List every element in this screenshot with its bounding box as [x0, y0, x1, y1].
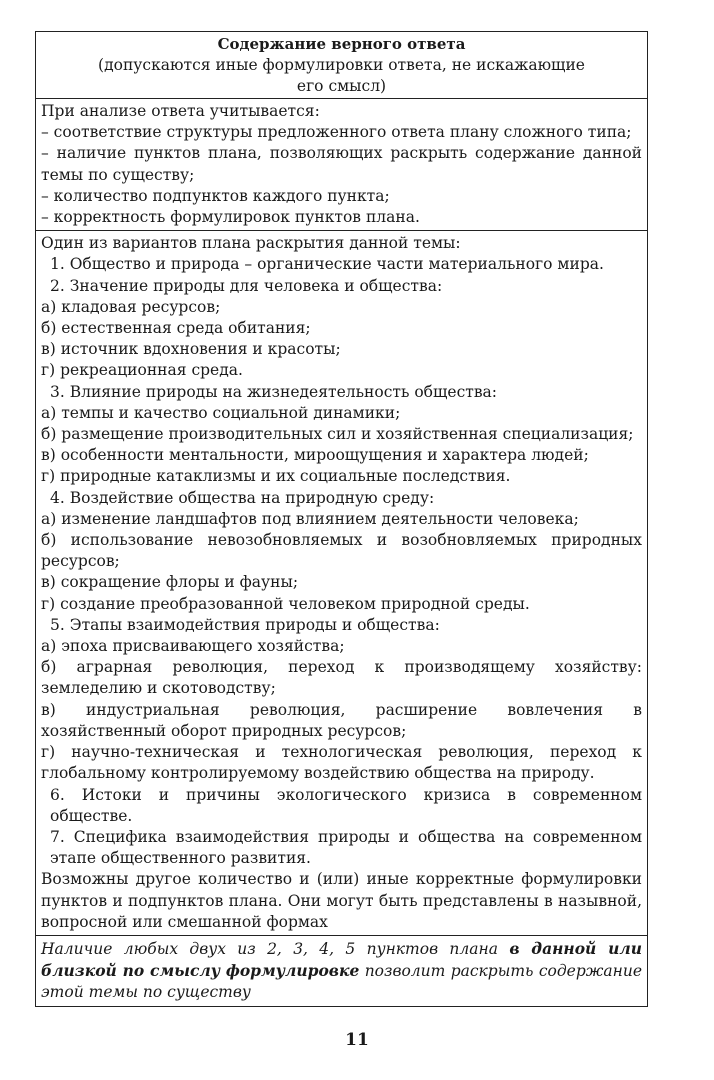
table-header	[36, 32, 647, 99]
note-part3: позволит раскрыть содержание этой темы по существу	[41, 962, 642, 1002]
note-part2-bold: в данной или близкой по смыслу формулировке	[41, 938, 642, 981]
plan-point: 4. Воздействие общества на природную среду:	[50, 488, 435, 507]
plan-section	[36, 231, 647, 936]
plan-subpoint: в) индустриальная революция, расширение вовлечения в хозяйственный оборот природных ресурсов;	[41, 700, 642, 740]
plan-subpoint: г) природные катаклизмы и их социальные последствия.	[41, 467, 511, 486]
plan-subpoint: г) научно-техническая и технологическая революция, переход к глобальному контролируемому воздействию общества на природу.	[41, 743, 642, 783]
plan-point: 3. Влияние природы на жизнедеятельность общества:	[50, 382, 498, 401]
criteria-item: – количество подпунктов каждого пункта;	[41, 186, 390, 205]
plan-point: 5. Этапы взаимодействия природы и общества:	[50, 615, 440, 634]
plan-point: 7. Специфика взаимодействия природы и общества на современном этапе общественного развития.	[50, 827, 642, 868]
plan-subpoint: а) изменение ландшафтов под влиянием деятельности человека;	[41, 509, 579, 528]
plan-subpoint: а) кладовая ресурсов;	[41, 297, 221, 316]
plan-subpoint: б) естественная среда обитания;	[41, 319, 311, 338]
note-section	[36, 936, 647, 1006]
header-title: Содержание верного ответа	[217, 35, 466, 53]
criteria-item: – соответствие структуры предложенного ответа плану сложного типа;	[41, 123, 632, 142]
plan-subpoint: в) сокращение флоры и фауны;	[41, 573, 299, 592]
answer-table	[35, 31, 648, 1007]
plan-subpoint: г) создание преобразованной человеком природной среды.	[41, 594, 530, 613]
plan-lines	[41, 254, 642, 869]
plan-subpoint: в) особенности ментальности, мироощущения и характера людей;	[41, 446, 589, 465]
plan-subpoint: в) источник вдохновения и красоты;	[41, 340, 341, 359]
page-number: 11	[345, 1030, 369, 1050]
header-subtitle-line1: (допускаются иные формулировки ответа, не искажающие	[98, 56, 585, 74]
plan-subpoint: а) темпы и качество социальной динамики;	[41, 403, 401, 422]
plan-point: 6. Истоки и причины экологического кризиса в современном обществе.	[50, 785, 642, 825]
criteria-item: – корректность формулировок пунктов плана.	[41, 208, 420, 227]
plan-point: 1. Общество и природа – органические части материального мира.	[50, 255, 604, 274]
criteria-section	[36, 99, 647, 231]
plan-intro: Один из вариантов плана раскрытия данной темы:	[41, 234, 461, 253]
plan-subpoint: б) использование невозобновляемых и возобновляемых природных ресурсов;	[41, 531, 642, 571]
note-part1: Наличие любых двух из 2, 3, 4, 5 пунктов плана	[41, 939, 510, 958]
plan-point: 2. Значение природы для человека и общества:	[50, 276, 443, 295]
plan-subpoint: б) размещение производительных сил и хозяйственная специализация;	[41, 425, 634, 444]
criteria-item: – наличие пунктов плана, позволяющих раскрыть содержание данной темы по существу;	[41, 144, 642, 184]
plan-subpoint: а) эпоха присваивающего хозяйства;	[41, 637, 345, 656]
criteria-intro: При анализе ответа учитывается:	[41, 102, 320, 120]
plan-closing: Возможны другое количество и (или) иные корректные формулировки пунктов и подпунктов плана. Они могут быть представлены в назывной, вопросной или смешанной формах	[41, 870, 642, 931]
header-subtitle-line2: его смысл)	[296, 77, 387, 95]
plan-subpoint: г) рекреационная среда.	[41, 361, 243, 380]
plan-subpoint: б) аграрная революция, переход к производящему хозяйству: земледелию и скотоводству;	[41, 658, 642, 698]
